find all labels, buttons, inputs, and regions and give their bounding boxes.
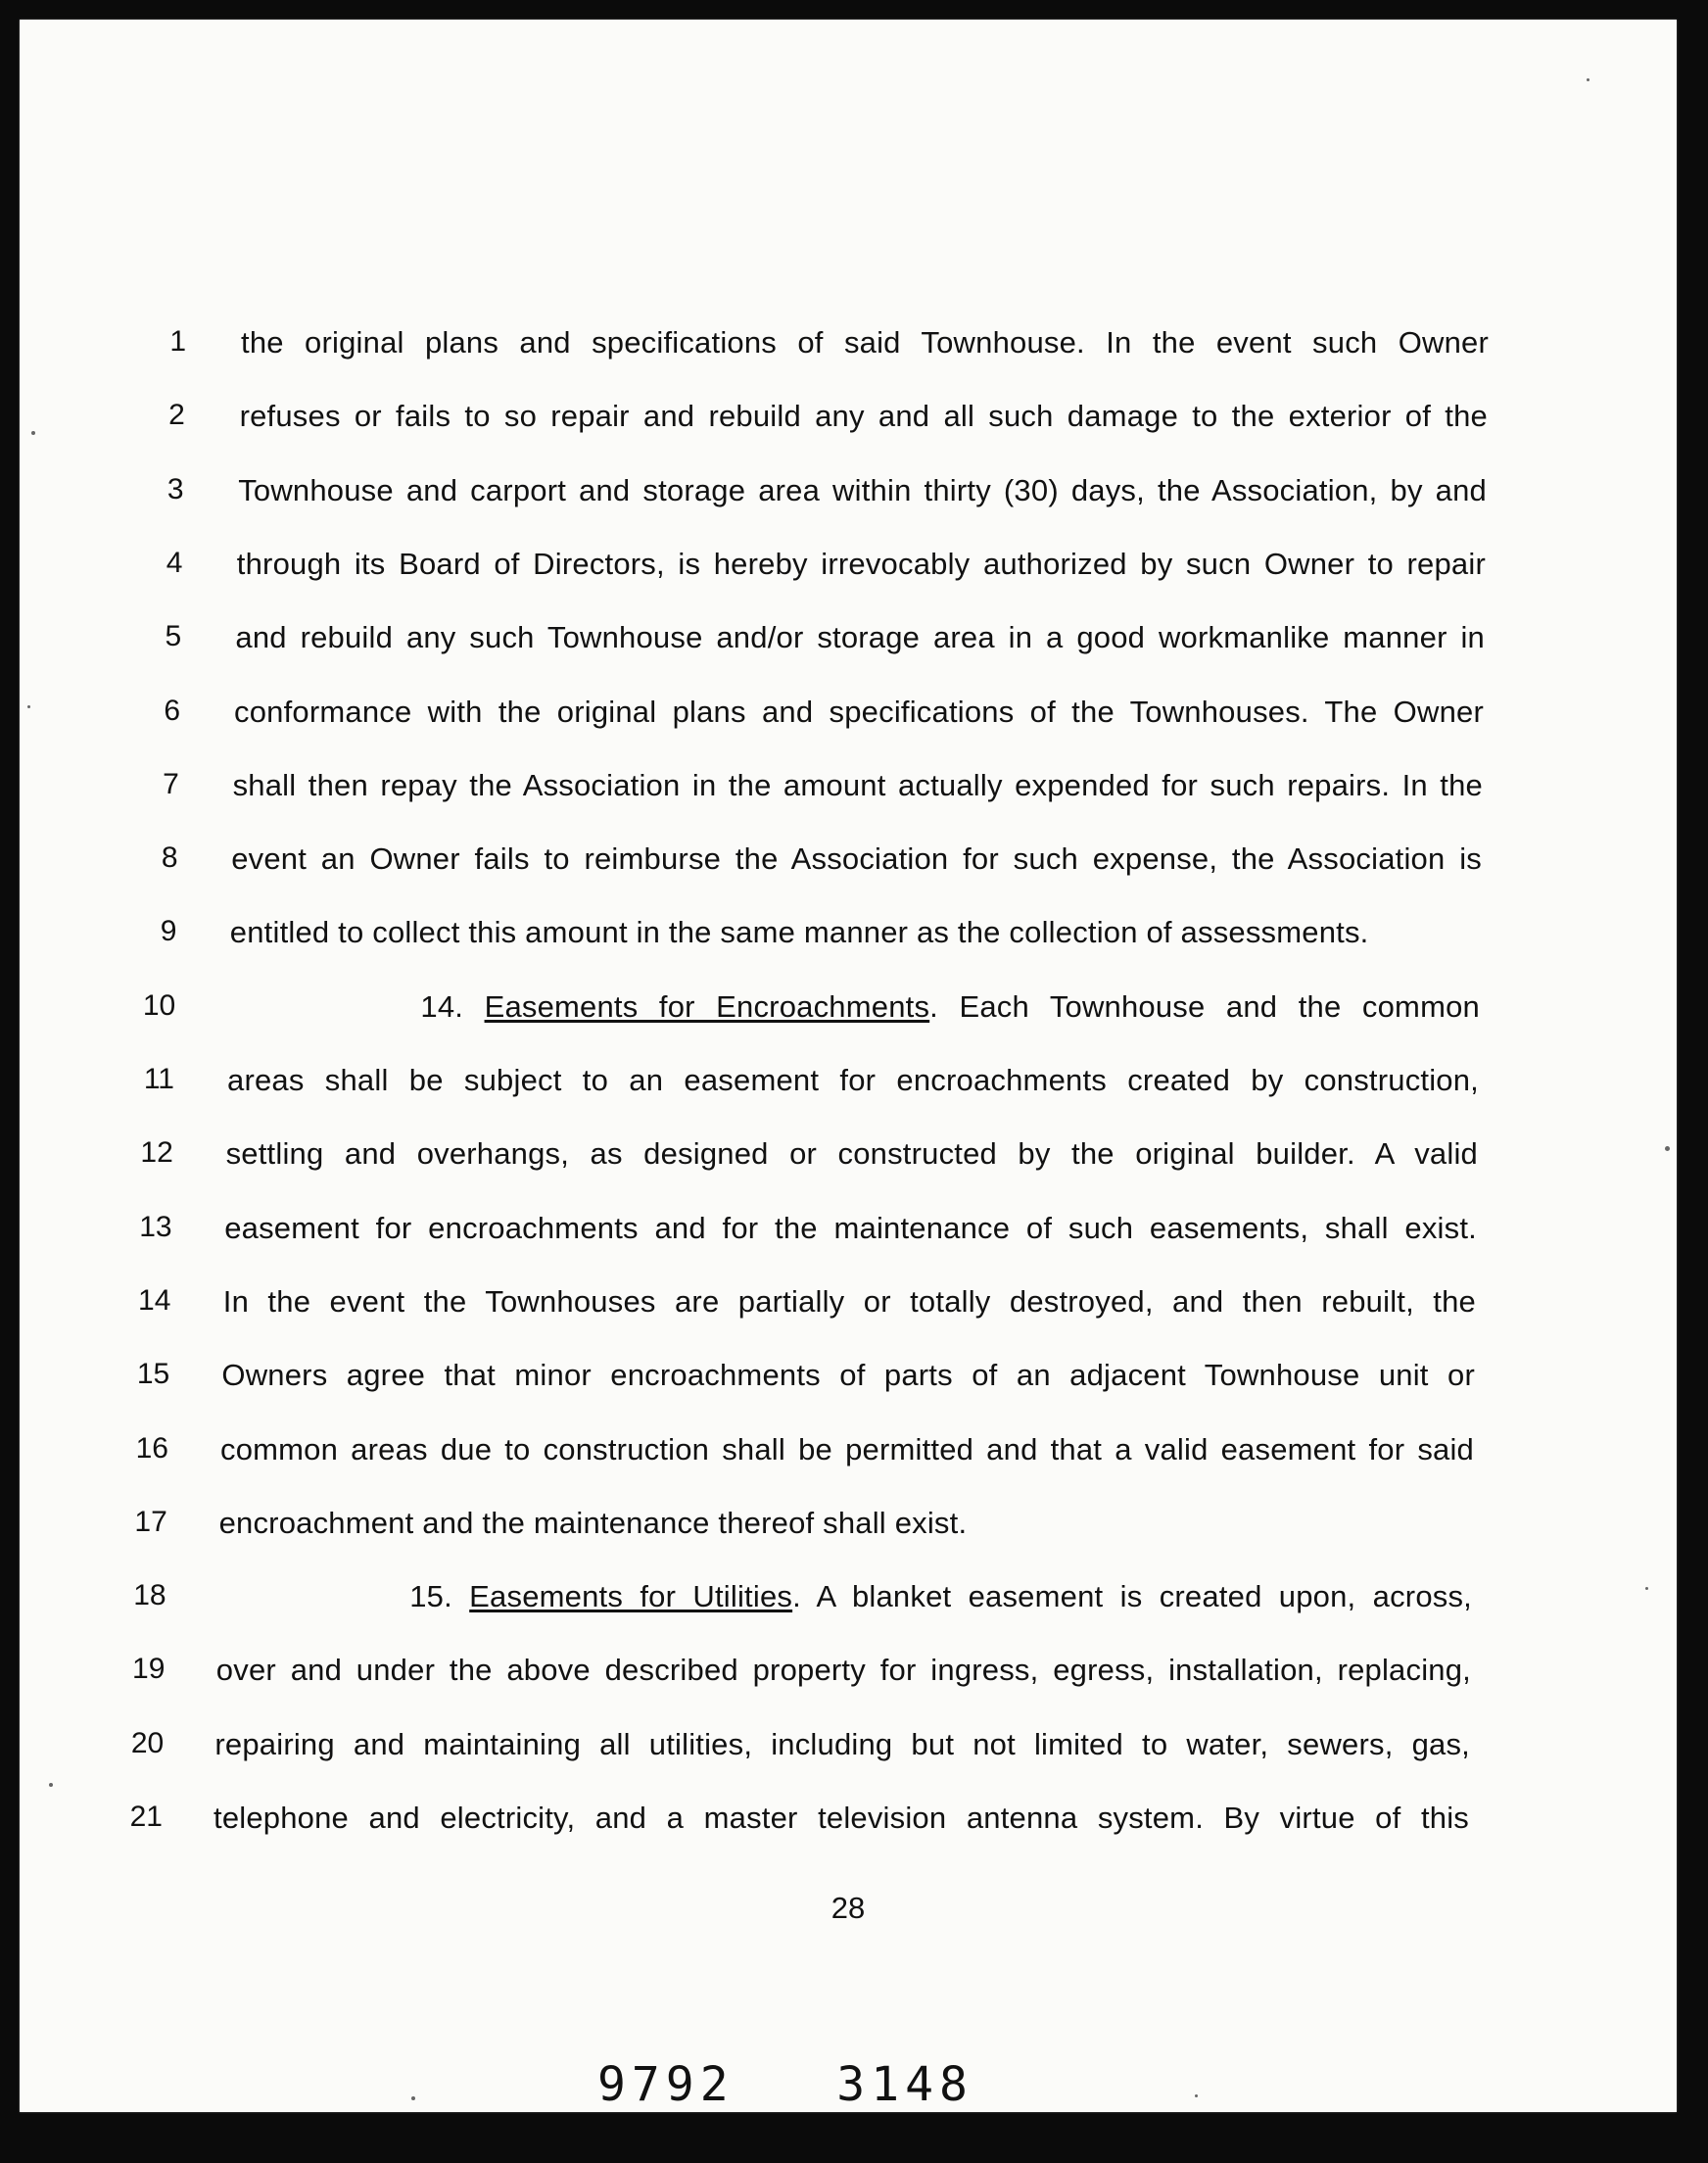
line-segment: repairing and maintaining all utilities, including but not limited to water, sewers, gas,: [214, 1726, 1470, 1761]
line-number: 3: [166, 472, 184, 505]
document-line: [233, 768, 1483, 803]
line-segment: conformance with the original plans and specifications of the Townhouses. The Owner: [234, 694, 1484, 729]
scan-speck: [1645, 1587, 1648, 1590]
line-number: 6: [164, 694, 180, 727]
line-segment: easement for encroachments and for the maintenance of such easements, shall exist.: [224, 1210, 1477, 1245]
document-line: [234, 695, 1484, 730]
line-segment: settling and overhangs, as designed or constructed by the original builder. A valid: [225, 1136, 1478, 1172]
document-line: [238, 473, 1487, 508]
line-number: 4: [166, 546, 183, 579]
line-segment: shall then repay the Association in the amount actually expended for such repairs. In the: [232, 767, 1483, 802]
document-line: [240, 399, 1488, 434]
document-line: [235, 620, 1485, 655]
scan-speck: [1587, 78, 1589, 81]
document-line: [221, 1358, 1475, 1393]
document-line: [219, 1506, 968, 1541]
line-segment: refuses or fails to so repair and rebuild any and all such damage to the exterior of the: [239, 399, 1488, 434]
line-number: 9: [160, 915, 177, 948]
document-line: [223, 1284, 1476, 1320]
line-number: 15: [136, 1358, 170, 1391]
line-segment: Owners agree that minor encroachments of parts of an adjacent Townhouse unit or: [221, 1358, 1475, 1393]
line-segment: . A blanket easement is created upon, across,: [792, 1579, 1472, 1614]
line-number: 2: [168, 399, 185, 432]
section-heading: Easements for Utilities: [469, 1579, 793, 1614]
line-number: 13: [139, 1210, 172, 1243]
line-number: 18: [133, 1579, 166, 1612]
document-line: [409, 1579, 1472, 1614]
line-segment: . Each Townhouse and the common: [929, 988, 1480, 1024]
document-line: [230, 915, 1369, 950]
line-number: 16: [135, 1431, 168, 1465]
document-line: [237, 547, 1486, 582]
line-segment: and rebuild any such Townhouse and/or storage area in a good workmanlike manner in: [235, 620, 1485, 655]
line-segment: common areas due to construction shall be permitted and that a valid easement for said: [220, 1431, 1474, 1466]
document-line: [224, 1211, 1477, 1246]
document-line: [226, 1136, 1478, 1172]
scan-speck: [49, 1783, 53, 1787]
line-number: 19: [132, 1653, 166, 1686]
line-segment: 15.: [409, 1579, 470, 1614]
document-line: [227, 1063, 1479, 1098]
section-heading: Easements for Encroachments: [484, 988, 930, 1024]
document-line: [214, 1801, 1469, 1836]
recording-stamp: 9792 3148: [597, 2057, 973, 2112]
scan-speck: [1195, 2094, 1198, 2097]
line-number: 21: [129, 1801, 163, 1833]
line-segment: encroachment and the maintenance thereof shall exist.: [218, 1505, 968, 1540]
document-line: [420, 989, 1480, 1025]
scan-speck: [27, 705, 30, 708]
document-line: [241, 325, 1489, 360]
scan-speck: [1665, 1146, 1670, 1151]
line-segment: areas shall be subject to an easement for encroachments created by construction,: [227, 1063, 1479, 1097]
line-number: 1: [169, 325, 186, 358]
scan-speck: [411, 2096, 415, 2100]
line-number: 17: [134, 1505, 167, 1538]
line-number: 8: [161, 841, 178, 875]
line-segment: over and under the above described property for ingress, egress, installation, replacing,: [215, 1653, 1471, 1688]
line-segment: In the event the Townhouses are partially or totally destroyed, and then rebuilt, the: [222, 1283, 1476, 1319]
line-segment: telephone and electricity, and a master television antenna system. By virtue of this: [214, 1801, 1469, 1835]
line-number: 20: [130, 1726, 165, 1759]
page-number: 28: [830, 1891, 866, 1925]
line-segment: event an Owner fails to reimburse the Association for such expense, the Association is: [231, 841, 1482, 877]
line-number: 10: [142, 988, 176, 1022]
document-line: [231, 841, 1482, 877]
line-number: 7: [163, 767, 179, 800]
line-segment: 14.: [420, 988, 485, 1024]
line-number: 5: [165, 620, 182, 653]
document-line: [214, 1727, 1470, 1762]
scan-speck: [31, 431, 35, 435]
paper-sheet: [20, 20, 1677, 2112]
line-number: 11: [143, 1063, 174, 1095]
document-line: [220, 1432, 1474, 1467]
line-number: 12: [140, 1136, 173, 1170]
line-number: 14: [138, 1283, 171, 1317]
line-segment: through its Board of Directors, is hereby irrevocably authorized by sucn Owner to repair: [236, 546, 1486, 581]
document-line: [216, 1653, 1471, 1688]
line-segment: the original plans and specifications of said Townhouse. In the event such Owner: [241, 325, 1489, 360]
line-segment: Townhouse and carport and storage area within thirty (30) days, the Association, by and: [238, 472, 1487, 507]
line-segment: entitled to collect this amount in the same manner as the collection of assessments.: [229, 915, 1369, 950]
